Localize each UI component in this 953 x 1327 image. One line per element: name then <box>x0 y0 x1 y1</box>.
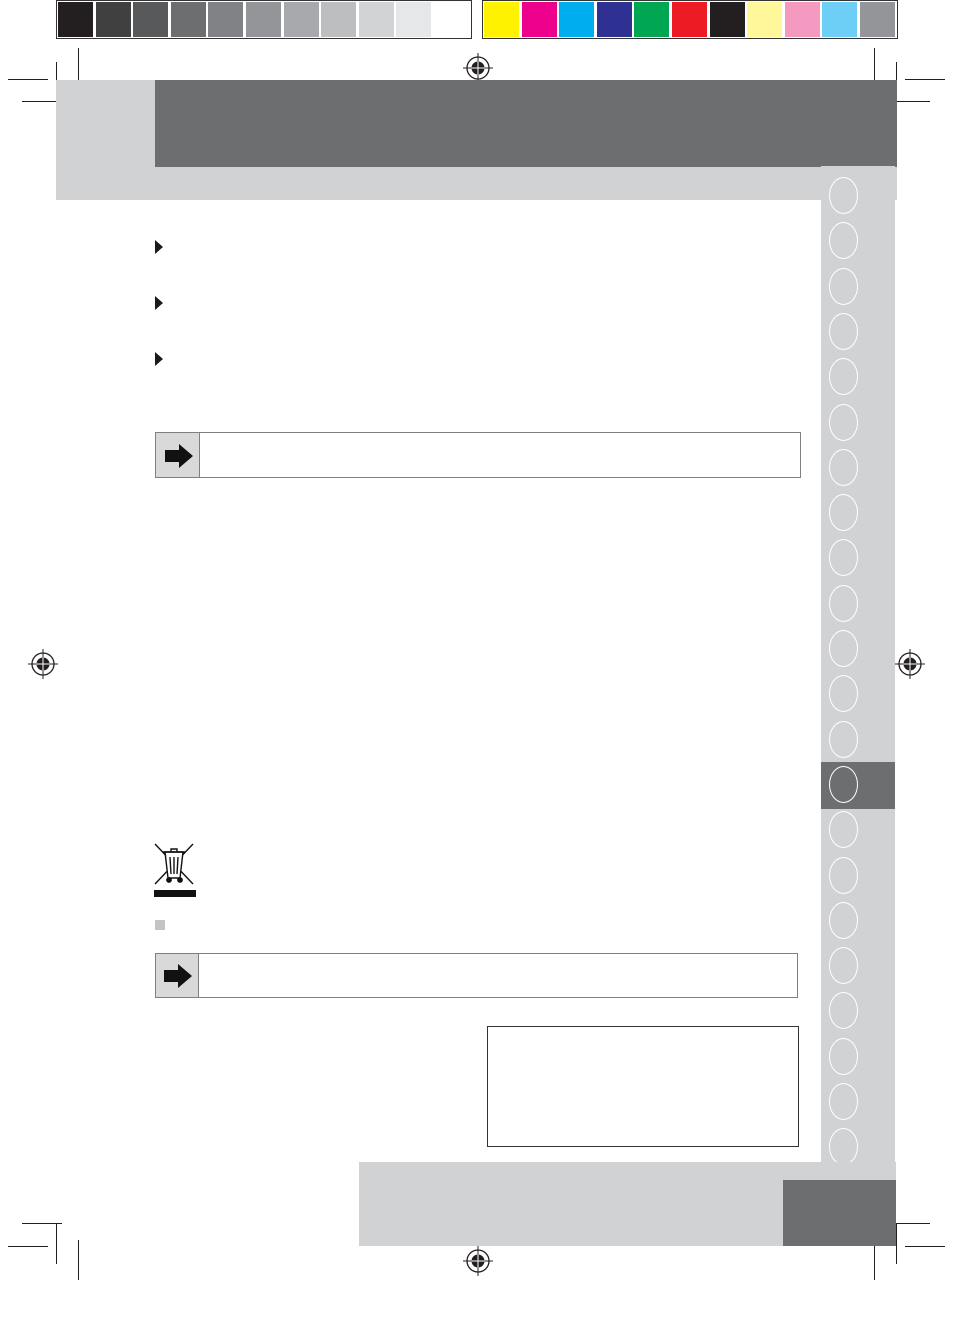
language-tab[interactable] <box>829 585 858 622</box>
process-color-swatch <box>860 2 895 37</box>
language-tab[interactable] <box>829 630 858 667</box>
note-box <box>155 432 801 478</box>
square-bullet-icon <box>155 920 165 930</box>
greyscale-swatch <box>133 2 168 37</box>
greyscale-swatch <box>171 2 206 37</box>
process-color-swatch <box>522 2 557 37</box>
process-color-swatch <box>785 2 820 37</box>
language-tab[interactable] <box>829 358 858 395</box>
process-color-swatch <box>634 2 669 37</box>
language-tab[interactable] <box>829 268 858 305</box>
process-color-swatch <box>484 2 519 37</box>
right-arrow-icon <box>163 963 193 989</box>
greyscale-swatch <box>359 2 394 37</box>
process-color-swatch <box>710 2 745 37</box>
language-tab[interactable] <box>829 947 858 984</box>
process-color-swatch <box>559 2 594 37</box>
footer-light-bar <box>359 1162 784 1246</box>
language-tab[interactable] <box>829 1083 858 1120</box>
crop-mark <box>8 79 48 80</box>
greyscale-swatch <box>434 2 469 37</box>
process-color-swatch <box>597 2 632 37</box>
note-icon-panel <box>156 954 199 997</box>
right-arrow-icon <box>164 443 194 469</box>
greyscale-swatch <box>396 2 431 37</box>
greyscale-swatch <box>321 2 356 37</box>
crop-mark <box>896 1224 897 1264</box>
bullet-arrow-icon <box>155 352 163 366</box>
bullet-arrow-icon <box>155 296 163 310</box>
language-tab[interactable] <box>829 177 858 214</box>
crop-mark <box>905 1246 945 1247</box>
registration-mark-icon <box>463 53 493 83</box>
crop-mark <box>874 1240 875 1280</box>
language-tab[interactable] <box>829 811 858 848</box>
note-icon-panel <box>156 433 200 477</box>
crop-mark <box>78 1240 79 1280</box>
language-tab[interactable] <box>829 404 858 441</box>
language-tab[interactable] <box>829 902 858 939</box>
header-light-strip <box>155 167 897 200</box>
crop-mark <box>8 1246 48 1247</box>
language-tab[interactable] <box>829 449 858 486</box>
header-bar <box>155 80 897 167</box>
registration-mark-icon <box>895 649 925 679</box>
greyscale-swatch <box>284 2 319 37</box>
language-tab[interactable] <box>829 1038 858 1075</box>
crop-mark <box>905 79 945 80</box>
greyscale-swatch <box>208 2 243 37</box>
registration-mark-icon <box>28 649 58 679</box>
greyscale-swatch <box>246 2 281 37</box>
language-tab[interactable] <box>829 857 858 894</box>
info-box <box>487 1026 799 1147</box>
greyscale-swatch <box>58 2 93 37</box>
note-box <box>155 953 798 998</box>
language-tab-active[interactable] <box>829 766 858 803</box>
crop-mark <box>56 1224 57 1264</box>
greyscale-swatch <box>96 2 131 37</box>
process-color-swatch <box>672 2 707 37</box>
language-tab[interactable] <box>829 721 858 758</box>
crossed-out-wheelie-bin-icon <box>153 842 197 900</box>
language-tab[interactable] <box>829 313 858 350</box>
registration-mark-icon <box>463 1246 493 1276</box>
language-tab[interactable] <box>829 494 858 531</box>
process-color-swatch <box>822 2 857 37</box>
footer-light-strip <box>783 1162 896 1180</box>
bullet-arrow-icon <box>155 240 163 254</box>
footer-page-block <box>783 1180 896 1246</box>
header-light-block <box>56 80 155 200</box>
process-color-swatch <box>747 2 782 37</box>
